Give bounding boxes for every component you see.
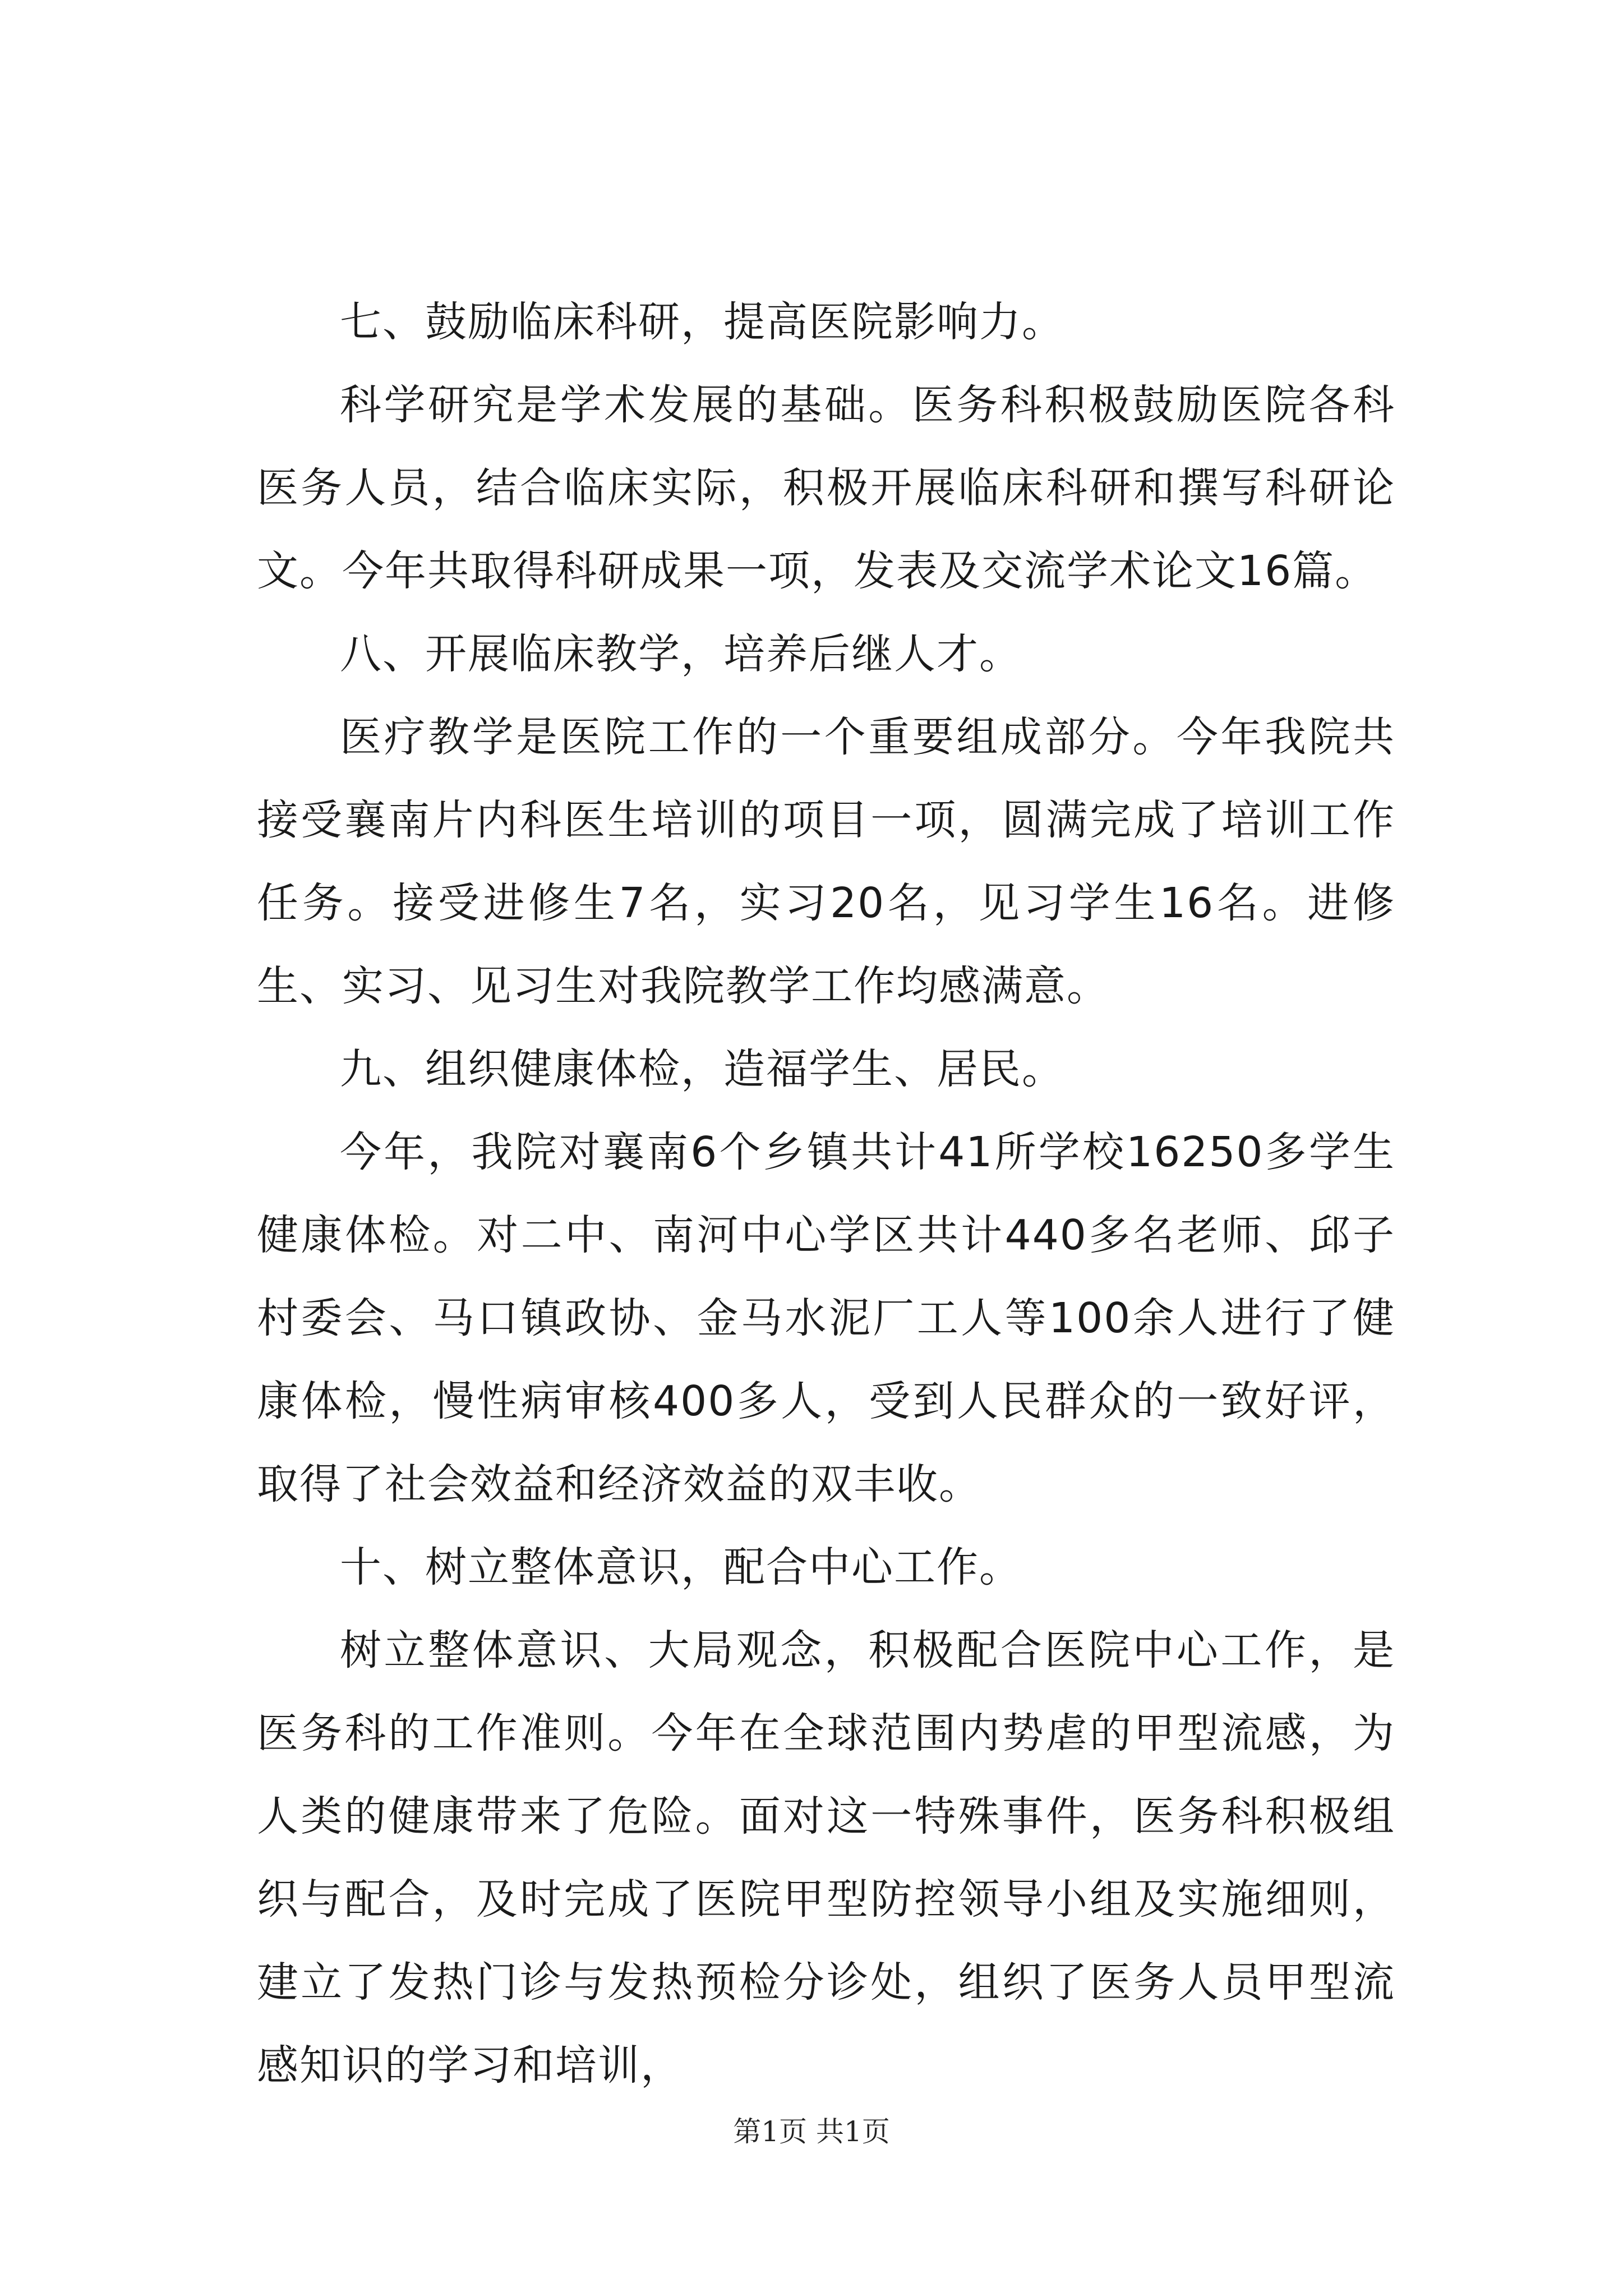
section-heading-7: 七、鼓励临床科研，提高医院影响力。	[340, 298, 1064, 346]
section-heading-8: 八、开展临床教学，培养后继人才。	[340, 630, 1022, 678]
section-body-7: 科学研究是学术发展的基础。医务科积极鼓励医院各科医务人员，结合临床实际，积极开展临床科研和撰写科研论文。今年共取得科研成果一项，发表及交流学术论文16篇。	[257, 381, 1395, 595]
document-body	[257, 280, 1395, 2107]
section-heading-10: 十、树立整体意识，配合中心工作。	[340, 1543, 1022, 1591]
section-body-9: 今年，我院对襄南6个乡镇共计41所学校16250多学生健康体检。对二中、南河中心学区共计440多名老师、邱子村委会、马口镇政协、金马水泥厂工人等100余人进行了健康体检，慢性病审核400多人，受到人民群众的一致好评，取得了社会效益和经济效益的双丰收。	[257, 1128, 1395, 1508]
section-heading-9: 九、组织健康体检，造福学生、居民。	[340, 1045, 1064, 1093]
section-body-8: 医疗教学是医院工作的一个重要组成部分。今年我院共接受襄南片内科医生培训的项目一项，圆满完成了培训工作任务。接受进修生7名，实习20名，见习学生16名。进修生、实习、见习生对我院教学工作均感满意。	[257, 713, 1395, 1010]
section-body-10: 树立整体意识、大局观念，积极配合医院中心工作，是医务科的工作准则。今年在全球范围内势虐的甲型流感，为人类的健康带来了危险。面对这一特殊事件，医务科积极组织与配合，及时完成了医院甲型防控领导小组及实施细则，建立了发热门诊与发热预检分诊处，组织了医务人员甲型流感知识的学习和培训，	[257, 1626, 1395, 2090]
page-footer: 第1页 共1页	[733, 2115, 890, 2148]
